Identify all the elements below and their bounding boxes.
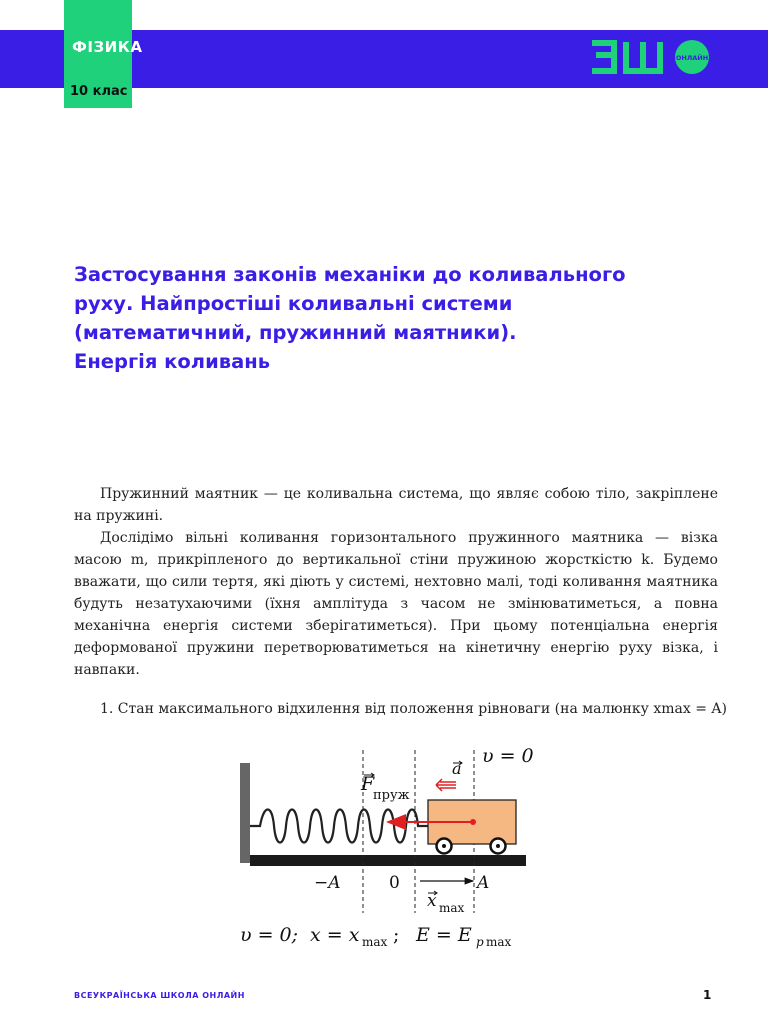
title-line: (математичний, пружинний маятники). — [74, 321, 517, 344]
footer-school: ВСЕУКРАЇНСЬКА ШКОЛА ОНЛАЙН — [74, 991, 245, 1000]
formula-energy-sub2: max — [486, 935, 512, 949]
wall — [240, 763, 250, 863]
vsho-logo — [588, 38, 718, 78]
page-title — [74, 260, 714, 376]
list-item: 1. Стан максимального відхилення від положення рівноваги (на малюнку xmax = A) — [100, 701, 727, 717]
x-label: x — [427, 891, 437, 911]
pos-a-label: A — [477, 873, 490, 893]
page-number: 1 — [703, 988, 712, 1002]
force-label: F — [361, 773, 375, 795]
neg-a-label: −A — [314, 873, 341, 893]
acceleration-arrow — [436, 779, 456, 791]
body-text — [74, 483, 718, 681]
grade-label: 10 клас — [70, 84, 128, 99]
force-sub-label: пруж — [373, 788, 410, 803]
logo-online-text: ОНЛАЙН — [675, 54, 709, 62]
formula-energy: E = E — [416, 924, 472, 946]
spring-pendulum-figure — [230, 738, 540, 958]
title-line: Застосування законів механіки до коливального — [74, 263, 626, 286]
formula-x: x = x — [310, 924, 360, 946]
formula-x-sub: max — [362, 935, 388, 949]
velocity-label: υ = 0 — [482, 745, 534, 767]
formula-velocity: υ = 0; — [240, 924, 299, 946]
formula-x-end: ; — [393, 924, 400, 946]
zero-label: 0 — [389, 873, 400, 893]
paragraph: Дослідімо вільні коливання горизонтального пружинного маятника — візка масою m, прикріпленого до вертикальної стіни пружиною жорсткістю k. Будемо вважати, що сили тертя, які діють у системі, нехтовно малі, тоді коливання маятника будуть незатухаючими (їхня амплітуда з часом не змінюватиметься, а повна механічна енергія системи зберігатиметься). При цьому потенціальна енергія деформованої пружини перетворюватиметься на кінетичну енергію руху візка, і навпаки. — [74, 530, 718, 678]
formula-energy-sub: p — [476, 935, 484, 949]
floor — [250, 855, 526, 866]
x-sub-label: max — [439, 901, 465, 915]
spring — [250, 810, 428, 843]
accel-label: a — [452, 759, 462, 778]
title-line: Енергія коливань — [74, 350, 271, 373]
subject-label: ФІЗИКА — [72, 38, 143, 56]
title-line: руху. Найпростіші коливальні системи — [74, 292, 513, 315]
paragraph: Пружинний маятник — це коливальна система, що являє собою тіло, закріплене на пружині. — [74, 486, 718, 524]
